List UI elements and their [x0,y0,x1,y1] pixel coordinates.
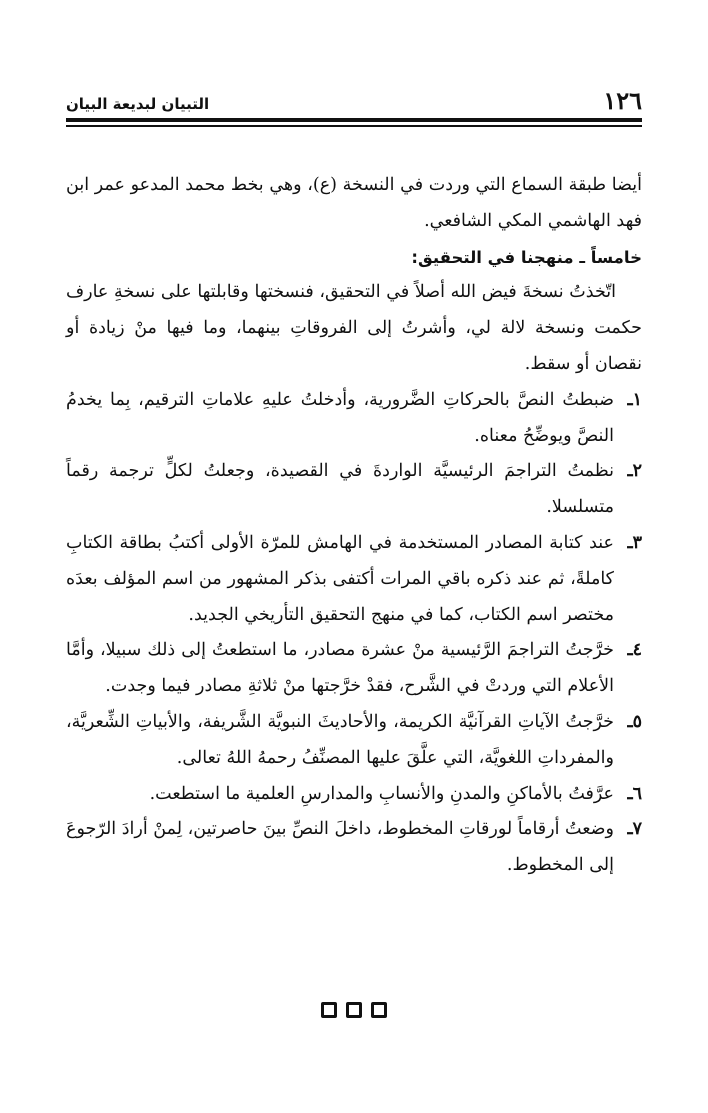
header-rule-thin [66,125,642,127]
square-ornament-icon [371,1002,387,1018]
list-item [66,633,642,705]
page-number: ١٢٦ [603,86,642,115]
list-item [66,383,642,455]
end-of-section-marks [0,1002,708,1018]
list-item [66,812,642,884]
header-rule-thick [66,118,642,122]
list-item-text: وضعتُ أرقاماً لورقاتِ المخطوط، داخلَ النصِّ بينَ حاصرتين، لِمنْ أرادَ الرّجوعَ إلى المخطوط. [66,819,614,876]
list-item-text: ضبطتُ النصَّ بالحركاتِ الضَّرورية، وأدخلتُ عليهِ علاماتِ الترقيم، بِما يخدمُ النصَّ ويوضِّحُ معناه. [66,389,614,446]
running-title: التبيان لبديعة البيان [66,95,210,113]
section-heading: خامساً ـ منهجنا في التحقيق: [411,247,642,267]
square-ornament-icon [321,1002,337,1018]
list-item-text: نظمتُ التراجمَ الرئيسيَّة الواردةَ في القصيدة، وجعلتُ لكلٍّ ترجمة رقماً متسلسلا. [66,461,614,518]
method-paragraph: اتّخذتُ نسخةَ فيض الله أصلاً في التحقيق، فنسختها وقابلتها على نسخةِ عارف حكمت ونسخة لالة لي، وأشرتُ إلى الفروقاتِ بينهما، وما فيها منْ زيادة أو نقصان أو سقط. [66,282,642,374]
list-item-text: خرَّجتُ الآياتِ القرآنيَّة الكريمة، والأحاديثَ النبويَّة الشَّريفة، والأبياتِ الشِّعريَّة، والمفرداتِ اللغويَّة، التي علَّقَ عليها المصنِّفُ رحمهُ اللهُ تعالى. [66,711,614,768]
body-text [66,168,642,884]
list-item [66,454,642,526]
list-item-number: ٥ـ [627,711,642,732]
list-item-number: ٢ـ [627,461,642,482]
list-item-number: ١ـ [627,389,642,410]
list-item-number: ٣ـ [627,532,642,553]
list-item-number: ٦ـ [627,783,642,804]
list-item-text: عند كتابة المصادر المستخدمة في الهامش للمرّة الأولى أكتبُ بطاقة الكتابِ كاملةً، ثم عند ذكره باقي المرات أكتفى بذكر المشهور من اسم المؤلف بعدَه مختصر اسم الكتاب، كما في منهج التحقيق التأريخي الجديد. [66,532,614,625]
list-item-number: ٤ـ [627,640,642,661]
list-item-number: ٧ـ [627,819,642,840]
list-item-text: خرَّجتُ التراجمَ الرَّئيسية منْ عشرة مصادر، ما استطعتُ إلى ذلك سبيلا، وأمَّا الأعلام التي وردتْ في الشَّرح، فقدْ خرَّجتها منْ ثلاثةِ مصادر فيما وجدت. [66,640,614,697]
page-header [66,82,642,114]
list-item [66,526,642,633]
list-item [66,705,642,777]
list-item-text: عرَّفتُ بالأماكنِ والمدنِ والأنسابِ والمدارسِ العلمية ما استطعت. [149,783,614,804]
intro-paragraph: أيضا طبقة السماع التي وردت في النسخة (ع)، وهي بخط محمد المدعو عمر ابن فهد الهاشمي المكي الشافعي. [66,175,642,231]
list-item [66,777,642,813]
square-ornament-icon [346,1002,362,1018]
